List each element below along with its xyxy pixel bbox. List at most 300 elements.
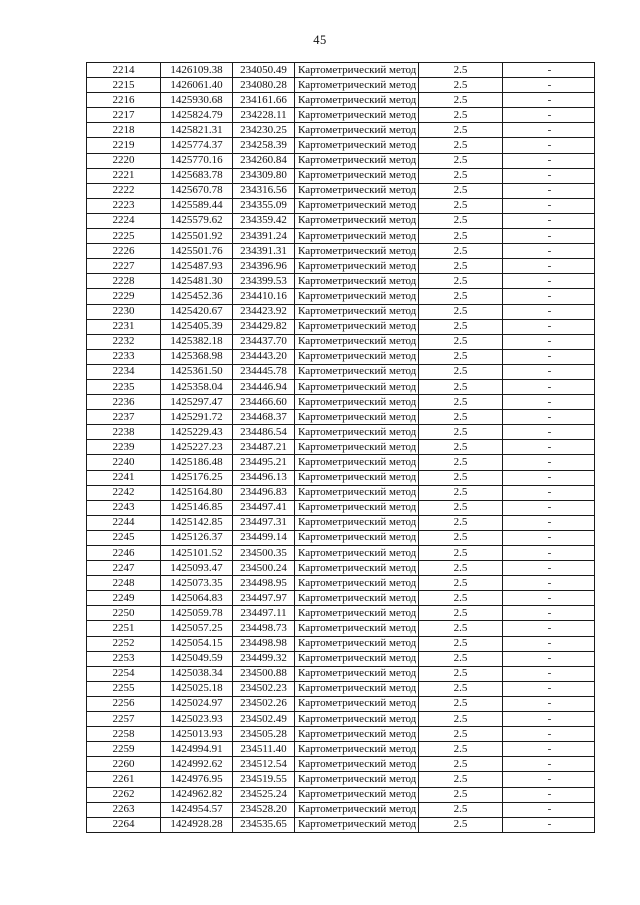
y-coordinate-cell: 234500.35 — [233, 546, 295, 561]
point-number-cell: 2221 — [87, 168, 161, 183]
y-coordinate-cell: 234443.20 — [233, 349, 295, 364]
x-coordinate-cell: 1425824.79 — [161, 108, 233, 123]
table-row — [87, 410, 595, 425]
point-number-cell: 2251 — [87, 621, 161, 636]
x-coordinate-cell: 1424992.62 — [161, 757, 233, 772]
method-cell: Картометрический метод — [295, 274, 419, 289]
method-cell: Картометрический метод — [295, 757, 419, 772]
y-coordinate-cell: 234230.25 — [233, 123, 295, 138]
precision-cell: 2.5 — [419, 606, 503, 621]
table-row — [87, 696, 595, 711]
point-number-cell: 2239 — [87, 440, 161, 455]
note-cell: - — [503, 289, 595, 304]
point-number-cell: 2230 — [87, 304, 161, 319]
note-cell: - — [503, 93, 595, 108]
method-cell: Картометрический метод — [295, 696, 419, 711]
note-cell: - — [503, 108, 595, 123]
point-number-cell: 2222 — [87, 183, 161, 198]
table-row — [87, 319, 595, 334]
y-coordinate-cell: 234446.94 — [233, 379, 295, 394]
note-cell: - — [503, 259, 595, 274]
precision-cell: 2.5 — [419, 274, 503, 289]
point-number-cell: 2249 — [87, 591, 161, 606]
y-coordinate-cell: 234502.49 — [233, 712, 295, 727]
table-row — [87, 108, 595, 123]
method-cell: Картометрический метод — [295, 78, 419, 93]
note-cell: - — [503, 410, 595, 425]
y-coordinate-cell: 234498.73 — [233, 621, 295, 636]
point-number-cell: 2215 — [87, 78, 161, 93]
method-cell: Картометрический метод — [295, 364, 419, 379]
x-coordinate-cell: 1425358.04 — [161, 379, 233, 394]
note-cell: - — [503, 696, 595, 711]
method-cell: Картометрический метод — [295, 621, 419, 636]
precision-cell: 2.5 — [419, 93, 503, 108]
precision-cell: 2.5 — [419, 123, 503, 138]
note-cell: - — [503, 621, 595, 636]
x-coordinate-cell: 1425142.85 — [161, 515, 233, 530]
precision-cell: 2.5 — [419, 742, 503, 757]
method-cell: Картометрический метод — [295, 591, 419, 606]
method-cell: Картометрический метод — [295, 108, 419, 123]
x-coordinate-cell: 1425368.98 — [161, 349, 233, 364]
precision-cell: 2.5 — [419, 802, 503, 817]
precision-cell: 2.5 — [419, 757, 503, 772]
method-cell: Картометрический метод — [295, 666, 419, 681]
table-row — [87, 802, 595, 817]
x-coordinate-cell: 1425589.44 — [161, 198, 233, 213]
x-coordinate-cell: 1425382.18 — [161, 334, 233, 349]
table-row — [87, 259, 595, 274]
precision-cell: 2.5 — [419, 198, 503, 213]
x-coordinate-cell: 1425023.93 — [161, 712, 233, 727]
point-number-cell: 2255 — [87, 681, 161, 696]
precision-cell: 2.5 — [419, 787, 503, 802]
note-cell: - — [503, 712, 595, 727]
x-coordinate-cell: 1425013.93 — [161, 727, 233, 742]
x-coordinate-cell: 1425093.47 — [161, 561, 233, 576]
y-coordinate-cell: 234466.60 — [233, 395, 295, 410]
point-number-cell: 2253 — [87, 651, 161, 666]
note-cell: - — [503, 666, 595, 681]
precision-cell: 2.5 — [419, 485, 503, 500]
note-cell: - — [503, 787, 595, 802]
method-cell: Картометрический метод — [295, 289, 419, 304]
x-coordinate-cell: 1424976.95 — [161, 772, 233, 787]
note-cell: - — [503, 168, 595, 183]
x-coordinate-cell: 1425501.92 — [161, 229, 233, 244]
y-coordinate-cell: 234396.96 — [233, 259, 295, 274]
point-number-cell: 2229 — [87, 289, 161, 304]
method-cell: Картометрический метод — [295, 244, 419, 259]
point-number-cell: 2224 — [87, 213, 161, 228]
y-coordinate-cell: 234161.66 — [233, 93, 295, 108]
y-coordinate-cell: 234355.09 — [233, 198, 295, 213]
table-row — [87, 712, 595, 727]
note-cell: - — [503, 274, 595, 289]
x-coordinate-cell: 1425101.52 — [161, 546, 233, 561]
note-cell: - — [503, 606, 595, 621]
point-number-cell: 2245 — [87, 530, 161, 545]
point-number-cell: 2262 — [87, 787, 161, 802]
y-coordinate-cell: 234500.88 — [233, 666, 295, 681]
table-row — [87, 651, 595, 666]
method-cell: Картометрический метод — [295, 379, 419, 394]
y-coordinate-cell: 234512.54 — [233, 757, 295, 772]
x-coordinate-cell: 1425501.76 — [161, 244, 233, 259]
point-number-cell: 2252 — [87, 636, 161, 651]
note-cell: - — [503, 425, 595, 440]
y-coordinate-cell: 234399.53 — [233, 274, 295, 289]
table-row — [87, 93, 595, 108]
table-row — [87, 213, 595, 228]
x-coordinate-cell: 1425579.62 — [161, 213, 233, 228]
x-coordinate-cell: 1424962.82 — [161, 787, 233, 802]
point-number-cell: 2264 — [87, 817, 161, 832]
y-coordinate-cell: 234497.11 — [233, 606, 295, 621]
table-row — [87, 817, 595, 832]
y-coordinate-cell: 234228.11 — [233, 108, 295, 123]
point-number-cell: 2256 — [87, 696, 161, 711]
method-cell: Картометрический метод — [295, 198, 419, 213]
precision-cell: 2.5 — [419, 455, 503, 470]
method-cell: Картометрический метод — [295, 515, 419, 530]
point-number-cell: 2241 — [87, 470, 161, 485]
coordinates-table — [86, 62, 595, 833]
method-cell: Картометрический метод — [295, 576, 419, 591]
precision-cell: 2.5 — [419, 727, 503, 742]
note-cell: - — [503, 153, 595, 168]
point-number-cell: 2263 — [87, 802, 161, 817]
y-coordinate-cell: 234525.24 — [233, 787, 295, 802]
x-coordinate-cell: 1426061.40 — [161, 78, 233, 93]
y-coordinate-cell: 234502.23 — [233, 681, 295, 696]
method-cell: Картометрический метод — [295, 395, 419, 410]
method-cell: Картометрический метод — [295, 470, 419, 485]
precision-cell: 2.5 — [419, 168, 503, 183]
point-number-cell: 2257 — [87, 712, 161, 727]
y-coordinate-cell: 234391.24 — [233, 229, 295, 244]
x-coordinate-cell: 1425670.78 — [161, 183, 233, 198]
y-coordinate-cell: 234486.54 — [233, 425, 295, 440]
precision-cell: 2.5 — [419, 395, 503, 410]
x-coordinate-cell: 1425481.30 — [161, 274, 233, 289]
method-cell: Картометрический метод — [295, 440, 419, 455]
table-row — [87, 379, 595, 394]
y-coordinate-cell: 234487.21 — [233, 440, 295, 455]
method-cell: Картометрический метод — [295, 546, 419, 561]
y-coordinate-cell: 234080.28 — [233, 78, 295, 93]
x-coordinate-cell: 1425164.80 — [161, 485, 233, 500]
x-coordinate-cell: 1425930.68 — [161, 93, 233, 108]
y-coordinate-cell: 234497.31 — [233, 515, 295, 530]
precision-cell: 2.5 — [419, 319, 503, 334]
x-coordinate-cell: 1425186.48 — [161, 455, 233, 470]
note-cell: - — [503, 681, 595, 696]
x-coordinate-cell: 1424928.28 — [161, 817, 233, 832]
precision-cell: 2.5 — [419, 108, 503, 123]
precision-cell: 2.5 — [419, 244, 503, 259]
precision-cell: 2.5 — [419, 666, 503, 681]
x-coordinate-cell: 1425774.37 — [161, 138, 233, 153]
y-coordinate-cell: 234445.78 — [233, 364, 295, 379]
method-cell: Картометрический метод — [295, 168, 419, 183]
method-cell: Картометрический метод — [295, 530, 419, 545]
note-cell: - — [503, 455, 595, 470]
point-number-cell: 2234 — [87, 364, 161, 379]
y-coordinate-cell: 234468.37 — [233, 410, 295, 425]
note-cell: - — [503, 440, 595, 455]
precision-cell: 2.5 — [419, 681, 503, 696]
note-cell: - — [503, 530, 595, 545]
precision-cell: 2.5 — [419, 591, 503, 606]
point-number-cell: 2250 — [87, 606, 161, 621]
point-number-cell: 2232 — [87, 334, 161, 349]
table-row — [87, 168, 595, 183]
table-row — [87, 772, 595, 787]
precision-cell: 2.5 — [419, 530, 503, 545]
note-cell: - — [503, 319, 595, 334]
table-row — [87, 606, 595, 621]
precision-cell: 2.5 — [419, 349, 503, 364]
y-coordinate-cell: 234496.13 — [233, 470, 295, 485]
method-cell: Картометрический метод — [295, 500, 419, 515]
x-coordinate-cell: 1425420.67 — [161, 304, 233, 319]
point-number-cell: 2214 — [87, 63, 161, 78]
method-cell: Картометрический метод — [295, 410, 419, 425]
y-coordinate-cell: 234502.26 — [233, 696, 295, 711]
method-cell: Картометрический метод — [295, 606, 419, 621]
method-cell: Картометрический метод — [295, 681, 419, 696]
x-coordinate-cell: 1424994.91 — [161, 742, 233, 757]
precision-cell: 2.5 — [419, 334, 503, 349]
precision-cell: 2.5 — [419, 153, 503, 168]
table-row — [87, 440, 595, 455]
note-cell: - — [503, 802, 595, 817]
method-cell: Картометрический метод — [295, 319, 419, 334]
table-row — [87, 334, 595, 349]
point-number-cell: 2248 — [87, 576, 161, 591]
method-cell: Картометрический метод — [295, 153, 419, 168]
point-number-cell: 2233 — [87, 349, 161, 364]
note-cell: - — [503, 591, 595, 606]
y-coordinate-cell: 234497.97 — [233, 591, 295, 606]
note-cell: - — [503, 213, 595, 228]
table-row — [87, 727, 595, 742]
table-row — [87, 757, 595, 772]
method-cell: Картометрический метод — [295, 742, 419, 757]
note-cell: - — [503, 244, 595, 259]
x-coordinate-cell: 1425057.25 — [161, 621, 233, 636]
y-coordinate-cell: 234496.83 — [233, 485, 295, 500]
table-row — [87, 289, 595, 304]
precision-cell: 2.5 — [419, 138, 503, 153]
precision-cell: 2.5 — [419, 470, 503, 485]
note-cell: - — [503, 515, 595, 530]
method-cell: Картометрический метод — [295, 63, 419, 78]
note-cell: - — [503, 334, 595, 349]
point-number-cell: 2216 — [87, 93, 161, 108]
method-cell: Картометрический метод — [295, 817, 419, 832]
point-number-cell: 2259 — [87, 742, 161, 757]
table-row — [87, 63, 595, 78]
table-row — [87, 500, 595, 515]
note-cell: - — [503, 379, 595, 394]
table-row — [87, 349, 595, 364]
point-number-cell: 2260 — [87, 757, 161, 772]
table-row — [87, 304, 595, 319]
precision-cell: 2.5 — [419, 817, 503, 832]
y-coordinate-cell: 234535.65 — [233, 817, 295, 832]
precision-cell: 2.5 — [419, 425, 503, 440]
table-row — [87, 455, 595, 470]
precision-cell: 2.5 — [419, 229, 503, 244]
table-row — [87, 485, 595, 500]
method-cell: Картометрический метод — [295, 259, 419, 274]
x-coordinate-cell: 1425176.25 — [161, 470, 233, 485]
table-row — [87, 666, 595, 681]
note-cell: - — [503, 395, 595, 410]
note-cell: - — [503, 651, 595, 666]
y-coordinate-cell: 234423.92 — [233, 304, 295, 319]
x-coordinate-cell: 1425049.59 — [161, 651, 233, 666]
method-cell: Картометрический метод — [295, 636, 419, 651]
method-cell: Картометрический метод — [295, 123, 419, 138]
table-row — [87, 78, 595, 93]
point-number-cell: 2242 — [87, 485, 161, 500]
y-coordinate-cell: 234495.21 — [233, 455, 295, 470]
table-row — [87, 138, 595, 153]
x-coordinate-cell: 1425059.78 — [161, 606, 233, 621]
note-cell: - — [503, 727, 595, 742]
x-coordinate-cell: 1425452.36 — [161, 289, 233, 304]
note-cell: - — [503, 576, 595, 591]
x-coordinate-cell: 1425361.50 — [161, 364, 233, 379]
method-cell: Картометрический метод — [295, 802, 419, 817]
precision-cell: 2.5 — [419, 696, 503, 711]
x-coordinate-cell: 1425073.35 — [161, 576, 233, 591]
x-coordinate-cell: 1425227.23 — [161, 440, 233, 455]
y-coordinate-cell: 234519.55 — [233, 772, 295, 787]
table-row — [87, 546, 595, 561]
y-coordinate-cell: 234429.82 — [233, 319, 295, 334]
precision-cell: 2.5 — [419, 78, 503, 93]
x-coordinate-cell: 1425054.15 — [161, 636, 233, 651]
precision-cell: 2.5 — [419, 410, 503, 425]
x-coordinate-cell: 1425405.39 — [161, 319, 233, 334]
point-number-cell: 2246 — [87, 546, 161, 561]
table-row — [87, 274, 595, 289]
precision-cell: 2.5 — [419, 576, 503, 591]
precision-cell: 2.5 — [419, 772, 503, 787]
point-number-cell: 2225 — [87, 229, 161, 244]
point-number-cell: 2228 — [87, 274, 161, 289]
precision-cell: 2.5 — [419, 636, 503, 651]
point-number-cell: 2231 — [87, 319, 161, 334]
x-coordinate-cell: 1425126.37 — [161, 530, 233, 545]
note-cell: - — [503, 123, 595, 138]
method-cell: Картометрический метод — [295, 349, 419, 364]
y-coordinate-cell: 234050.49 — [233, 63, 295, 78]
note-cell: - — [503, 349, 595, 364]
x-coordinate-cell: 1425025.18 — [161, 681, 233, 696]
precision-cell: 2.5 — [419, 289, 503, 304]
precision-cell: 2.5 — [419, 364, 503, 379]
note-cell: - — [503, 485, 595, 500]
x-coordinate-cell: 1425064.83 — [161, 591, 233, 606]
point-number-cell: 2261 — [87, 772, 161, 787]
note-cell: - — [503, 546, 595, 561]
point-number-cell: 2223 — [87, 198, 161, 213]
method-cell: Картометрический метод — [295, 787, 419, 802]
note-cell: - — [503, 78, 595, 93]
table-row — [87, 244, 595, 259]
y-coordinate-cell: 234316.56 — [233, 183, 295, 198]
x-coordinate-cell: 1425038.34 — [161, 666, 233, 681]
x-coordinate-cell: 1425291.72 — [161, 410, 233, 425]
table-row — [87, 530, 595, 545]
page-number: 45 — [313, 33, 327, 47]
x-coordinate-cell: 1425821.31 — [161, 123, 233, 138]
table-row — [87, 591, 595, 606]
point-number-cell: 2247 — [87, 561, 161, 576]
table-row — [87, 576, 595, 591]
method-cell: Картометрический метод — [295, 93, 419, 108]
precision-cell: 2.5 — [419, 379, 503, 394]
table-row — [87, 515, 595, 530]
table-row — [87, 742, 595, 757]
point-number-cell: 2240 — [87, 455, 161, 470]
x-coordinate-cell: 1425146.85 — [161, 500, 233, 515]
note-cell: - — [503, 561, 595, 576]
note-cell: - — [503, 183, 595, 198]
precision-cell: 2.5 — [419, 712, 503, 727]
point-number-cell: 2235 — [87, 379, 161, 394]
table-row — [87, 153, 595, 168]
table-row — [87, 198, 595, 213]
y-coordinate-cell: 234528.20 — [233, 802, 295, 817]
precision-cell: 2.5 — [419, 183, 503, 198]
point-number-cell: 2226 — [87, 244, 161, 259]
y-coordinate-cell: 234498.98 — [233, 636, 295, 651]
y-coordinate-cell: 234359.42 — [233, 213, 295, 228]
table-row — [87, 470, 595, 485]
y-coordinate-cell: 234505.28 — [233, 727, 295, 742]
note-cell: - — [503, 757, 595, 772]
y-coordinate-cell: 234499.14 — [233, 530, 295, 545]
precision-cell: 2.5 — [419, 561, 503, 576]
note-cell: - — [503, 364, 595, 379]
note-cell: - — [503, 304, 595, 319]
point-number-cell: 2236 — [87, 395, 161, 410]
point-number-cell: 2217 — [87, 108, 161, 123]
y-coordinate-cell: 234391.31 — [233, 244, 295, 259]
method-cell: Картометрический метод — [295, 138, 419, 153]
note-cell: - — [503, 198, 595, 213]
y-coordinate-cell: 234497.41 — [233, 500, 295, 515]
point-number-cell: 2258 — [87, 727, 161, 742]
method-cell: Картометрический метод — [295, 561, 419, 576]
precision-cell: 2.5 — [419, 515, 503, 530]
x-coordinate-cell: 1424954.57 — [161, 802, 233, 817]
y-coordinate-cell: 234437.70 — [233, 334, 295, 349]
method-cell: Картометрический метод — [295, 425, 419, 440]
note-cell: - — [503, 63, 595, 78]
precision-cell: 2.5 — [419, 213, 503, 228]
table-row — [87, 561, 595, 576]
y-coordinate-cell: 234309.80 — [233, 168, 295, 183]
coordinates-table-body — [87, 63, 595, 833]
